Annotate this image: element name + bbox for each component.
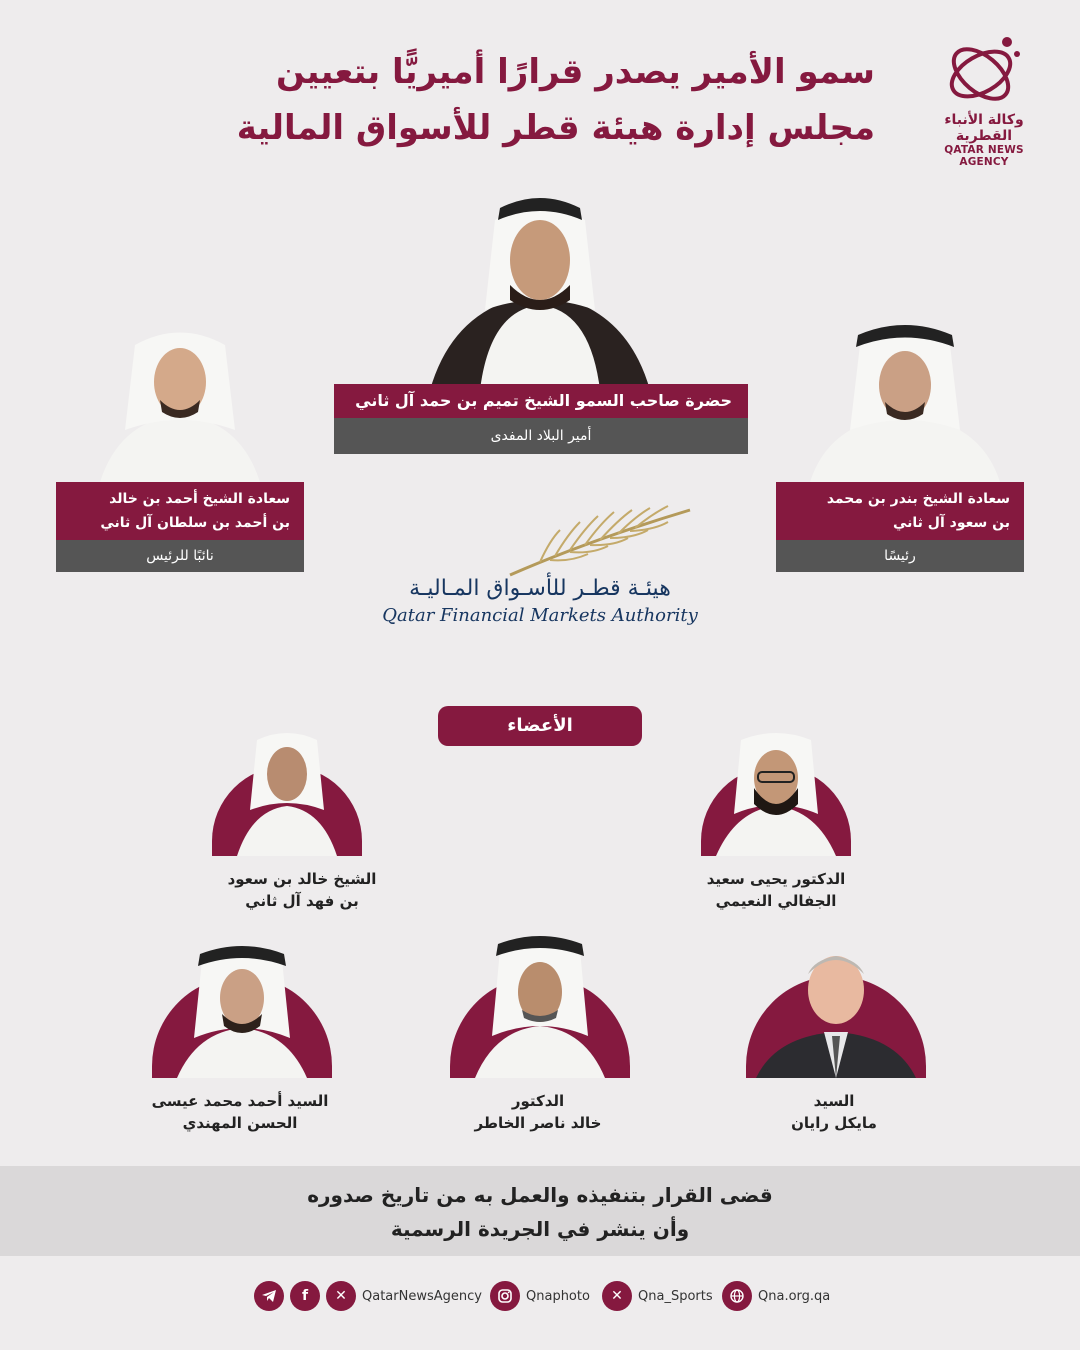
emir-title-band (334, 418, 748, 454)
title-line-2: مجلس إدارة هيئة قطر للأسواق المالية (236, 108, 875, 148)
handle-photo[interactable]: Qnaphoto (526, 1288, 590, 1304)
member-4-name (418, 1090, 658, 1134)
member-5-name (714, 1090, 954, 1134)
decree-band (0, 1166, 1080, 1256)
chairman-name-line2: بن سعود آل ثاني (893, 515, 1010, 531)
deputy-photo (90, 320, 270, 482)
decree-line-1: قضى القرار بتنفيذه والعمل به من تاريخ صدوره (307, 1183, 773, 1207)
member-1-photo (212, 730, 362, 856)
member-2-name (656, 868, 896, 912)
palm-frond-icon (500, 500, 700, 580)
x-icon[interactable]: ✕ (326, 1281, 356, 1311)
members-heading: الأعضاء (438, 706, 642, 746)
social-group-web (722, 1280, 830, 1312)
member-3-line1: السيد أحمد محمد عيسى (151, 1092, 329, 1110)
x-sports-icon[interactable]: ✕ (602, 1281, 632, 1311)
social-group-photo (490, 1280, 590, 1312)
telegram-icon[interactable] (254, 1281, 284, 1311)
deputy-name-line2: بن أحمد بن سلطان آل ثاني (100, 515, 290, 531)
member-2-photo (686, 730, 866, 856)
qfma-logo (360, 500, 720, 626)
qna-orbit-icon (941, 32, 1027, 110)
logo-arabic-text: وكالة الأنباء القطرية (944, 112, 1024, 144)
member-2-line2: الجفالي النعيمي (715, 892, 837, 910)
member-4-line2: خالد ناصر الخاطر (474, 1114, 602, 1132)
chairman-role: رئيسًا (884, 548, 916, 564)
emir-photo (410, 190, 670, 390)
member-3-photo (152, 946, 332, 1078)
deputy-role-band (56, 540, 304, 572)
globe-icon[interactable] (722, 1281, 752, 1311)
handle-sports[interactable]: Qna_Sports (638, 1288, 713, 1304)
qfma-english: Qatar Financial Markets Authority (382, 605, 698, 626)
member-5-line2: مايكل رايان (791, 1114, 877, 1132)
qna-logo[interactable] (924, 32, 1044, 168)
qfma-arabic: هيئـة قطـر للأسـواق المـاليـة (409, 576, 671, 601)
website-link[interactable]: Qna.org.qa (758, 1288, 831, 1304)
handle-main[interactable]: QatarNewsAgency (362, 1288, 482, 1304)
social-group-main (254, 1280, 482, 1312)
member-5-photo (746, 940, 926, 1078)
instagram-icon[interactable] (490, 1281, 520, 1311)
member-4-photo (450, 936, 630, 1078)
decree-line-2: وأن ينشر في الجريدة الرسمية (390, 1217, 690, 1241)
logo-english-text: QATAR NEWS AGENCY (944, 144, 1024, 168)
chairman-name-band (776, 482, 1024, 540)
member-2-line1: الدكتور يحيى سعيد (706, 870, 846, 888)
emir-title: أمير البلاد المفدى (490, 428, 592, 444)
chairman-name-line1: سعادة الشيخ بندر بن محمد (826, 491, 1010, 507)
member-1-line2: بن فهد آل ثاني (245, 892, 359, 910)
facebook-icon[interactable]: f (290, 1281, 320, 1311)
member-4-line1: الدكتور (511, 1092, 565, 1110)
emir-name-band (334, 384, 748, 418)
member-3-line2: الحسن المهندي (182, 1114, 298, 1132)
title-line-1: سمو الأمير يصدر قرارًا أميريًّا بتعيين (275, 52, 875, 92)
page-title (237, 44, 875, 156)
member-5-line1: السيد (813, 1092, 855, 1110)
emir-name: حضرة صاحب السمو الشيخ تميم بن حمد آل ثاني (355, 391, 732, 410)
member-1-name (182, 868, 422, 912)
deputy-role: نائبًا للرئيس (146, 548, 214, 564)
social-group-sports (602, 1280, 713, 1312)
chairman-photo (800, 320, 1010, 482)
deputy-name-line1: سعادة الشيخ أحمد بن خالد (109, 491, 290, 507)
chairman-role-band (776, 540, 1024, 572)
deputy-name-band (56, 482, 304, 540)
member-1-line1: الشيخ خالد بن سعود (227, 870, 377, 888)
member-3-name (120, 1090, 360, 1134)
